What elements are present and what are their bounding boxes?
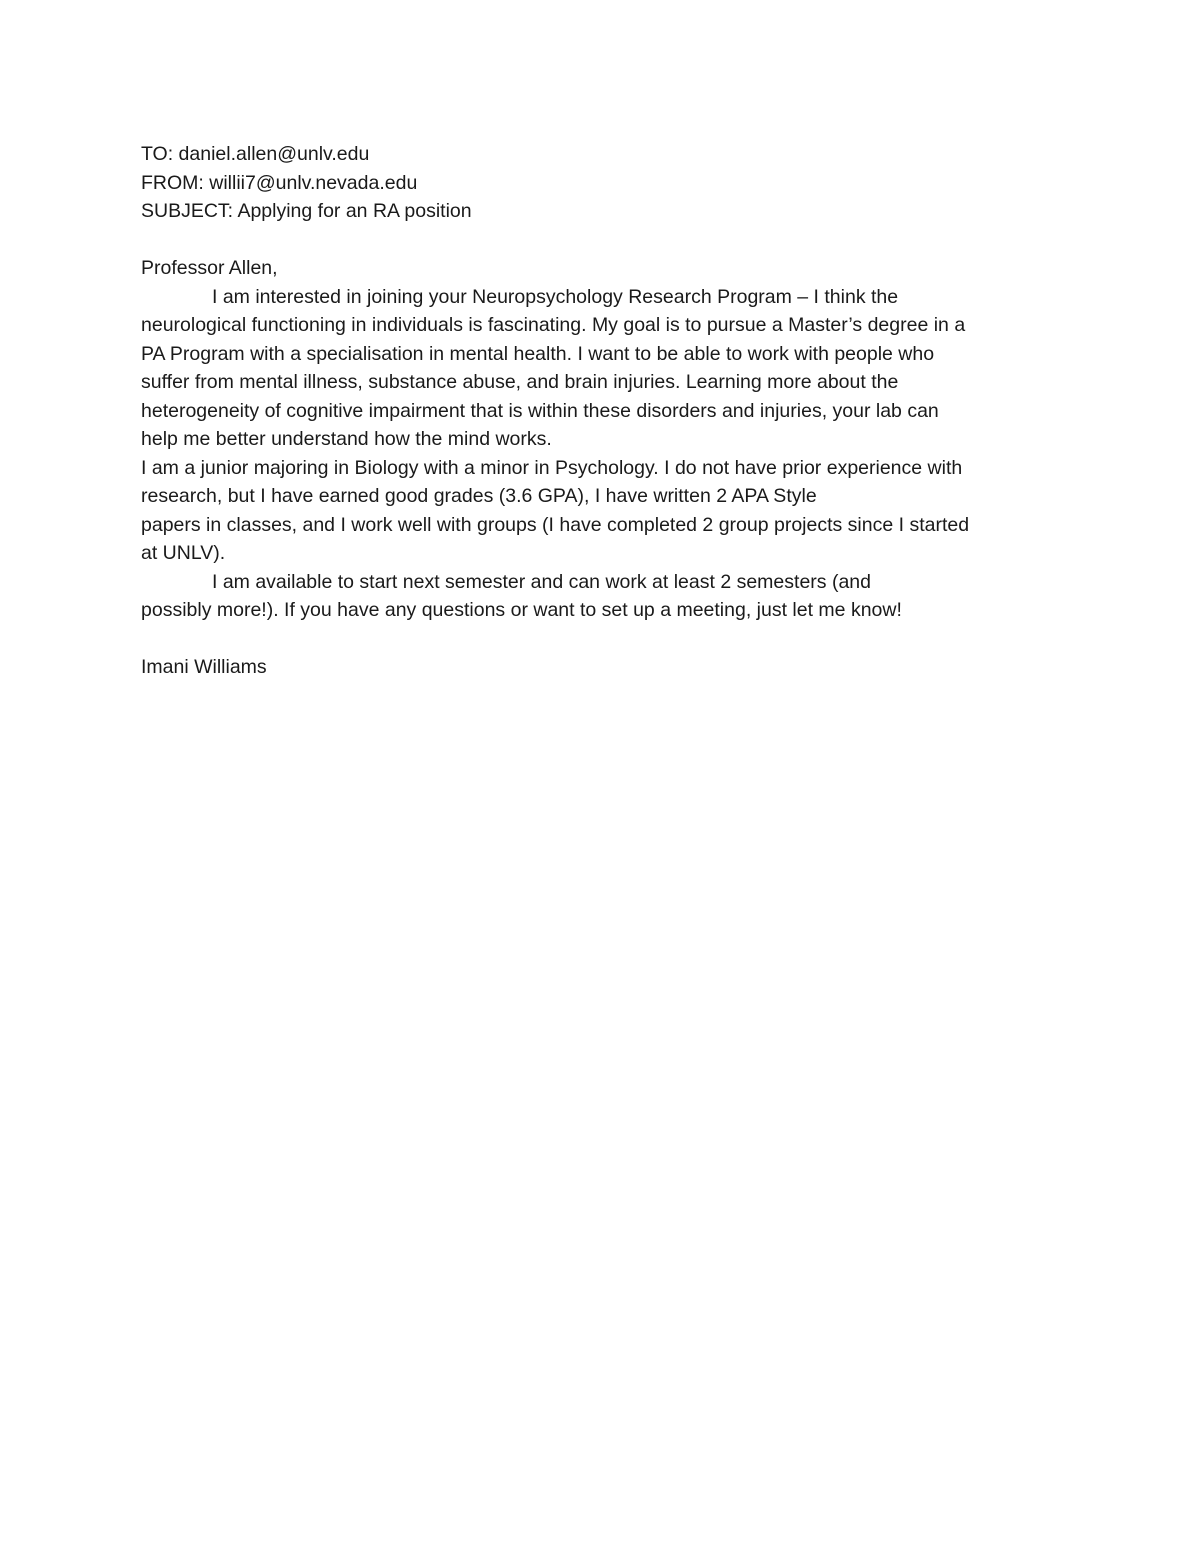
body-line: heterogeneity of cognitive impairment that is within these disorders and injuries, your lab can	[141, 399, 939, 422]
body-line: papers in classes, and I work well with groups (I have completed 2 group projects since I started	[141, 513, 970, 536]
body-line: help me better understand how the mind works.	[141, 428, 552, 450]
body-line: PA Program with a specialisation in mental health. I want to be able to work with people who	[141, 342, 935, 365]
blank-line	[141, 625, 1071, 654]
subject-line: SUBJECT: Applying for an RA position	[141, 200, 472, 222]
body-line: at UNLV).	[141, 542, 226, 564]
email-letter	[141, 140, 1071, 682]
to-line: TO: daniel.allen@unlv.edu	[141, 143, 370, 165]
body-line: suffer from mental illness, substance abuse, and brain injuries. Learning more about the	[141, 371, 899, 393]
body-line: neurological functioning in individuals is fascinating. My goal is to pursue a Master’s degree in a	[141, 314, 966, 336]
salutation: Professor Allen,	[141, 257, 278, 279]
body-line: I am interested in joining your Neuropsychology Research Program – I think the	[212, 285, 899, 308]
signature: Imani Williams	[141, 656, 267, 678]
body-line: research, but I have earned good grades (3.6 GPA), I have written 2 APA Style	[141, 485, 817, 507]
body-line: I am a junior majoring in Biology with a minor in Psychology. I do not have prior experience with	[141, 456, 963, 479]
body-line: I am available to start next semester and can work at least 2 semesters (and	[212, 570, 871, 593]
body-line: possibly more!). If you have any questions or want to set up a meeting, just let me know!	[141, 599, 902, 621]
from-line: FROM: willii7@unlv.nevada.edu	[141, 171, 418, 194]
blank-line	[141, 226, 1071, 255]
